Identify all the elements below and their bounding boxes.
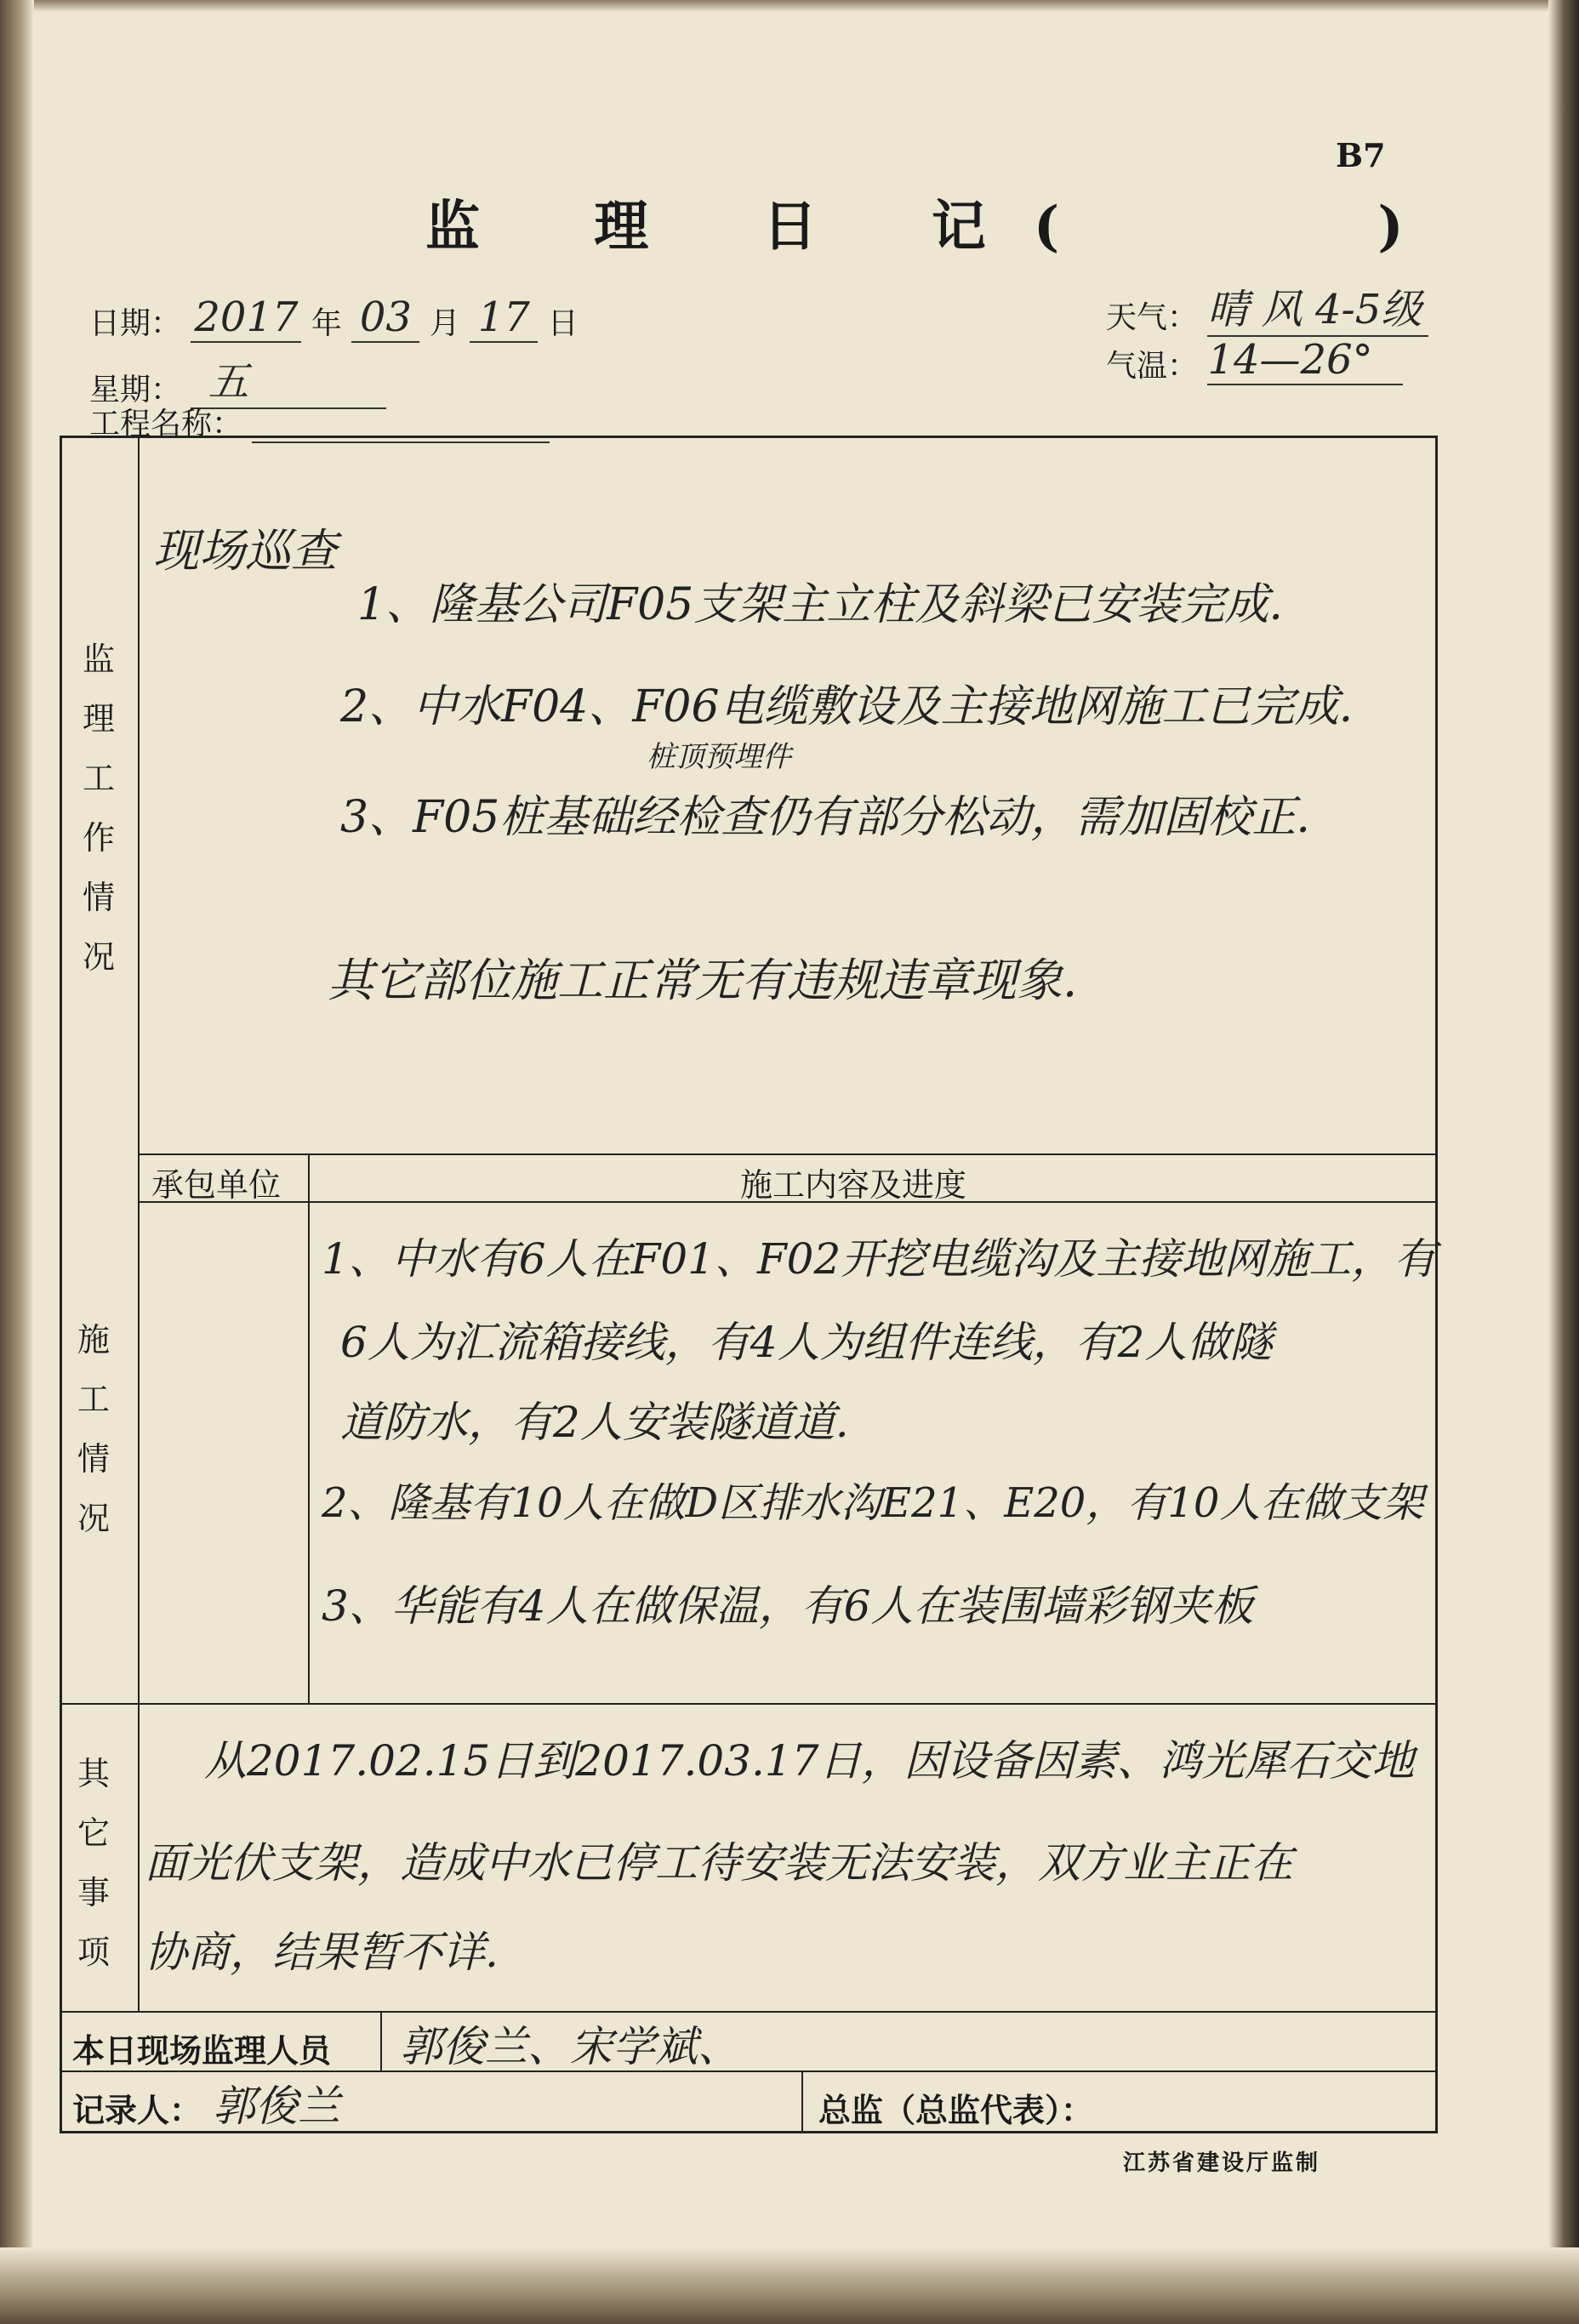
- temperature-label: 气温：: [1106, 349, 1199, 384]
- construction-line: 6人为汇流箱接线，有4人为组件连线，有2人做隧: [340, 1318, 1273, 1367]
- row-divider-supervision: [138, 1153, 1438, 1155]
- date-day-unit: 日: [547, 306, 579, 341]
- weekday-value: 五: [191, 349, 386, 409]
- form-code: B7: [1336, 136, 1386, 174]
- other-line: 面光伏支架，造成中水已停工待安装无法安装，双方业主正在: [145, 1838, 1293, 1888]
- supervision-section-label: 监理工作情况: [82, 641, 115, 976]
- weather-value: 晴 风 4-5级: [1207, 276, 1428, 337]
- content-header: 施工内容及进度: [740, 1166, 967, 1204]
- construction-line: 1、中水有6人在F01、F02开挖电缆沟及主接地网施工，有: [322, 1234, 1437, 1284]
- row-divider-other: [60, 2011, 1438, 2013]
- date-row: [89, 293, 579, 343]
- temperature-value: 14—26°: [1207, 336, 1403, 385]
- weather-row: [1106, 276, 1428, 337]
- page-bottom-edge: [0, 2247, 1579, 2324]
- date-label: 日期：: [89, 306, 182, 341]
- temperature-row: [1106, 336, 1403, 385]
- contractor-column-divider: [308, 1153, 310, 1703]
- supervision-line: 3、F05桩基础经检查仍有部分松动，需加固校正.: [340, 792, 1310, 843]
- other-line: 从2017.02.15日到2017.03.17日，因设备因素、鸿光犀石交地: [204, 1736, 1415, 1786]
- project-label: 工程名称：: [89, 407, 243, 441]
- other-line: 协商，结果暂不详.: [145, 1928, 499, 1977]
- weekday-label: 星期：: [89, 373, 182, 407]
- row-divider-construction: [60, 1703, 1438, 1705]
- chief-label: 总监（总监代表）：: [818, 2091, 1094, 2129]
- date-month-unit: 月: [429, 306, 460, 341]
- other-section-label: 其它事项: [77, 1755, 110, 1971]
- supervision-line: 1、隆基公司F05支架主立柱及斜梁已安装完成.: [357, 579, 1283, 630]
- page-left-edge: [0, 0, 34, 2324]
- recorder-value: 郭俊兰: [213, 2082, 340, 2131]
- signature-column-divider: [801, 2071, 803, 2133]
- binder-spine: [1548, 0, 1579, 2324]
- construction-line: 道防水，有2人安装隧道道.: [340, 1398, 849, 1447]
- contractor-header: 承包单位: [151, 1166, 282, 1204]
- supervision-line: 2、中水F04、F06电缆敷设及主接地网施工已完成.: [340, 681, 1354, 732]
- date-year-unit: 年: [311, 306, 342, 341]
- page-title: 监 理 日 记( ): [425, 195, 1451, 259]
- construction-section-label: 施工情况: [77, 1321, 110, 1537]
- staff-value: 郭俊兰、宋学斌、: [400, 2022, 740, 2071]
- issuer-footer: 江苏省建设厅监制: [1123, 2150, 1321, 2176]
- construction-line: 2、隆基有10人在做D区排水沟E21、E20，有10人在做支架: [322, 1479, 1424, 1527]
- date-day: 17: [470, 293, 538, 343]
- supervision-line: 其它部位施工正常无有违规违章现象.: [328, 954, 1078, 1007]
- date-year: 2017: [191, 293, 301, 343]
- date-month: 03: [351, 293, 419, 343]
- staff-column-divider: [380, 2011, 382, 2071]
- supervision-line: 现场巡查: [153, 524, 337, 578]
- construction-line: 3、华能有4人在做保温，有6人在装围墙彩钢夹板: [322, 1581, 1254, 1631]
- label-column-divider: [138, 436, 140, 2011]
- staff-label: 本日现场监理人员: [72, 2031, 332, 2070]
- recorder-label: 记录人：: [72, 2091, 202, 2129]
- page-top-edge: [0, 0, 1579, 12]
- weather-label: 天气：: [1106, 300, 1199, 335]
- supervision-line: 桩顶预埋件: [647, 740, 791, 774]
